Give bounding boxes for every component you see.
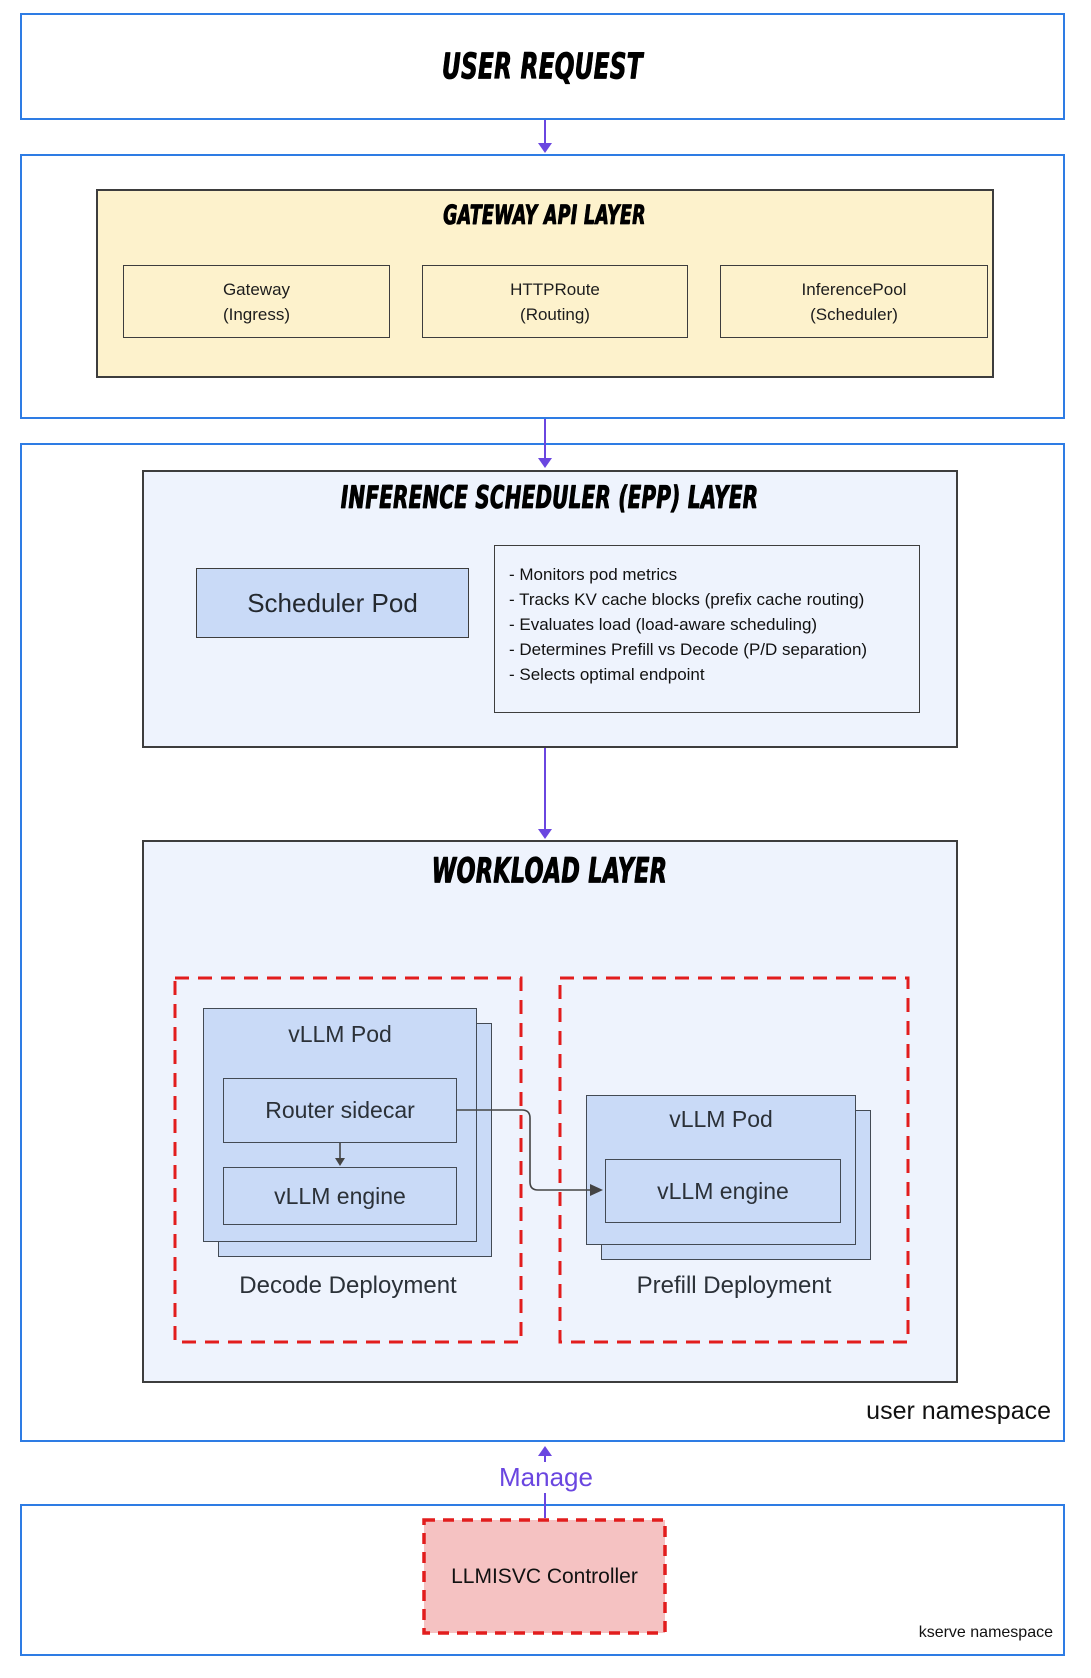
prefill-vllm-pod [586,1095,856,1245]
decode-vllm-engine-box [223,1167,457,1225]
llmisvc-controller-label: LLMISVC Controller [451,1564,638,1588]
prefill-vllm-engine-label: vLLM engine [657,1177,789,1204]
workload-layer-box [142,840,958,1383]
inference-scheduler-layer-title: INFERENCE SCHEDULER (EPP) LAYER [341,480,759,516]
prefill-deployment-label: Prefill Deployment [636,1272,832,1299]
decode-vllm-engine-label: vLLM engine [274,1182,406,1209]
decode-vllm-pod [203,1008,477,1242]
inferencepool-box [720,265,988,338]
scheduler-pod-label: Scheduler Pod [247,587,418,618]
router-sidecar-box [223,1078,457,1143]
scheduler-notes-box [494,545,920,713]
kserve-namespace-label: kserve namespace [918,1624,1053,1641]
gateway-api-layer-box [96,189,994,378]
router-sidecar-label: Router sidecar [265,1097,415,1123]
workload-layer-title: WORKLOAD LAYER [432,851,668,892]
gateway-outer-box [20,154,1065,419]
user-request-title: USER REQUEST [442,45,643,88]
scheduler-note-line: - Selects optimal endpoint [509,665,705,684]
gateway-layer-title: GATEWAY API LAYER [443,199,647,231]
httproute-box [422,265,688,338]
scheduler-note-line: - Evaluates load (load-aware scheduling) [509,615,818,634]
httproute-name: HTTPRoute [510,279,600,299]
httproute-sub: (Routing) [520,304,590,324]
manage-label: Manage [486,1462,606,1493]
router-to-engine-arrow [333,1143,347,1167]
kserve-namespace-box [20,1504,1065,1656]
prefill-vllm-engine-box [605,1159,841,1223]
decode-to-prefill-connector [456,1096,608,1198]
inferencepool-sub: (Scheduler) [810,304,898,324]
gateway-ingress-sub: (Ingress) [222,304,291,324]
user-request-box [20,13,1065,120]
decode-vllm-pod-label: vLLM Pod [288,1021,392,1047]
gateway-ingress-name: Gateway [222,279,291,299]
user-namespace-label: user namespace [866,1397,1051,1425]
user-namespace-box [20,443,1065,1442]
scheduler-note-line: - Monitors pod metrics [509,565,678,584]
scheduler-pod-box [196,568,469,638]
inference-scheduler-layer-box [142,470,958,748]
gateway-ingress-box [123,265,390,338]
prefill-vllm-pod-label: vLLM Pod [669,1106,773,1132]
inferencepool-name: InferencePool [801,279,907,299]
decode-deployment-label: Decode Deployment [239,1272,457,1299]
scheduler-note-line: - Determines Prefill vs Decode (P/D separation) [509,640,868,659]
scheduler-note-line: - Tracks KV cache blocks (prefix cache routing) [509,590,865,609]
